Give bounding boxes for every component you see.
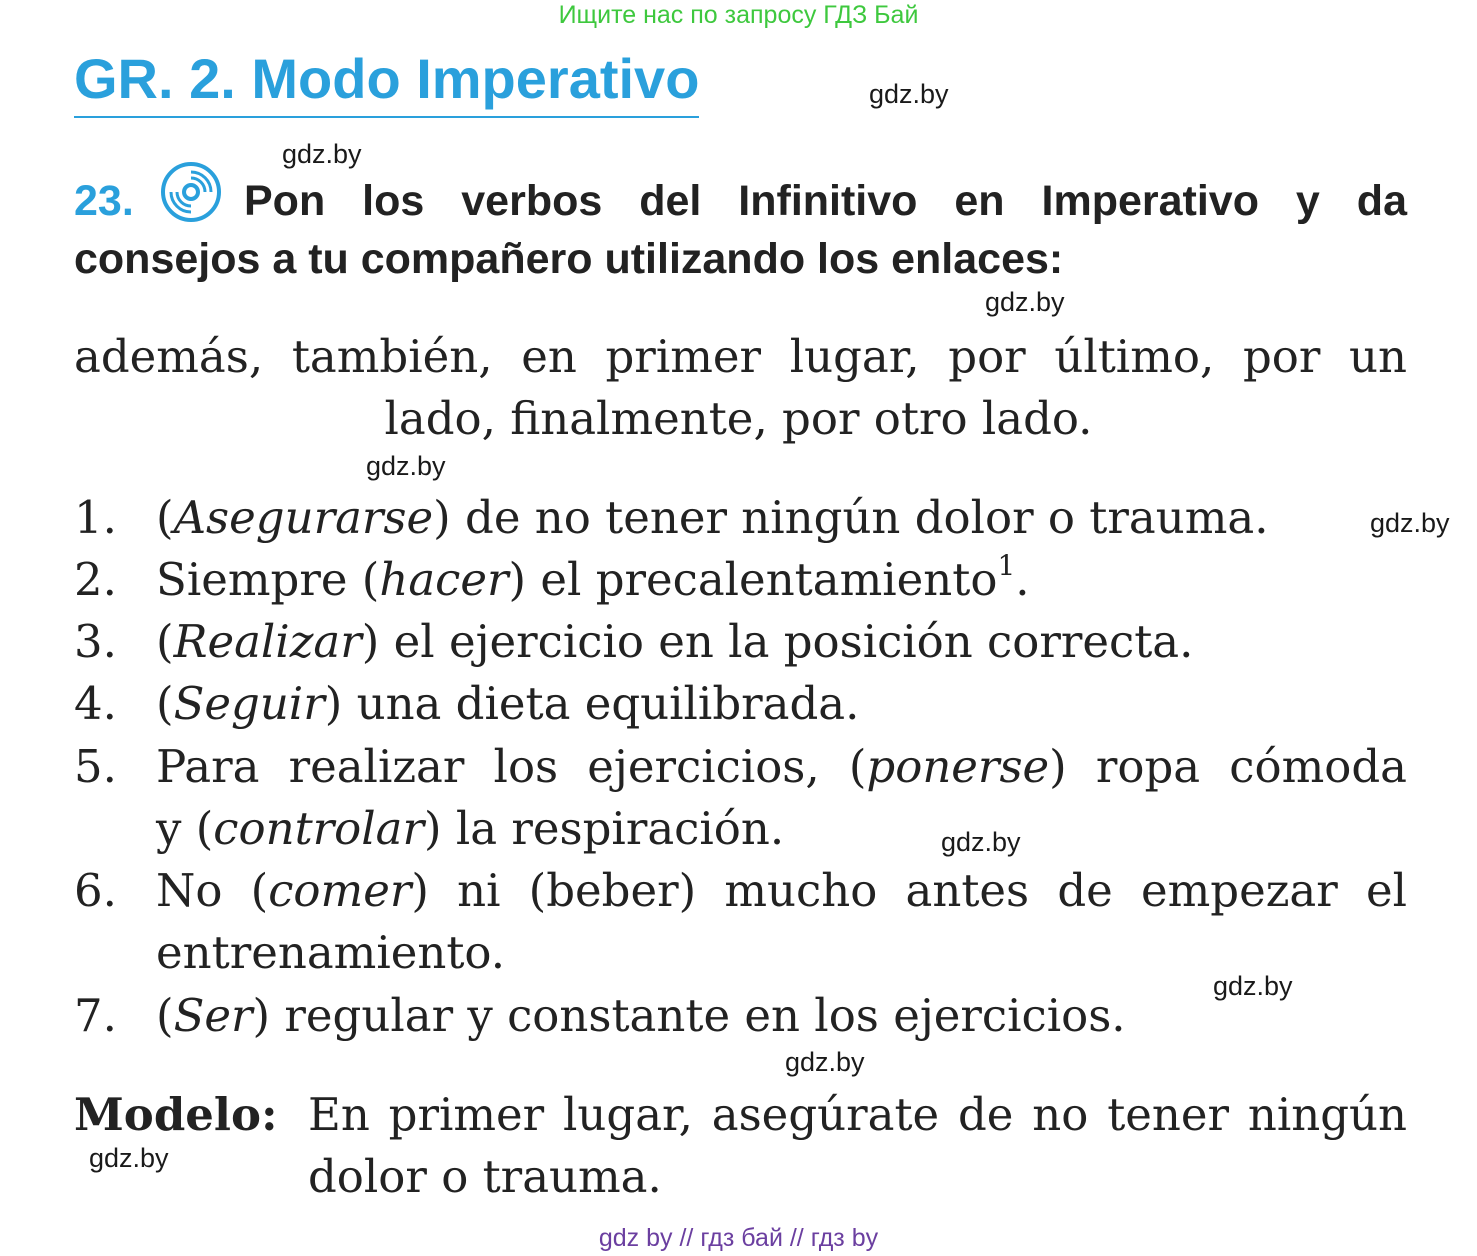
verb: Seguir <box>173 677 325 730</box>
list-item: (Seguir) una dieta equilibrada. <box>156 677 860 730</box>
watermark: gdz.by <box>366 451 446 481</box>
exercise-number: 23. <box>74 177 134 225</box>
watermark: gdz.by <box>89 1143 169 1173</box>
search-banner: Ищите нас по запросу ГДЗ Бай <box>558 1 919 29</box>
list-item: (Ser) regular y constante en los ejercicios. <box>156 989 1126 1042</box>
item-text: ) ropa cómoda <box>1049 740 1407 793</box>
item-text: ) el precalentamiento <box>508 553 998 606</box>
model-text: En primer lugar, asegúrate de no tener ningún <box>308 1088 1407 1141</box>
item-text: Siempre ( <box>156 553 380 606</box>
verb: hacer <box>379 553 509 606</box>
list-item <box>156 861 1407 921</box>
list-item <box>156 550 1030 610</box>
verb: Ser <box>173 989 253 1042</box>
verb: Realizar <box>173 615 362 668</box>
item-text: No ( <box>156 864 269 917</box>
item-text: Para realizar los ejercicios, ( <box>156 740 867 793</box>
item-number: 5. <box>74 740 117 793</box>
item-text: ) ni (beber) mucho antes de empezar el <box>411 864 1407 917</box>
list-item-continuation: entrenamiento. <box>156 926 506 979</box>
item-text: regular y constante en los ejercicios. <box>270 989 1126 1042</box>
watermark: gdz.by <box>282 139 362 169</box>
watermark: gdz.by <box>785 1047 865 1077</box>
item-text: ) la respiración. <box>424 802 785 855</box>
footnote-marker: 1 <box>997 549 1016 582</box>
item-text: el ejercicio en la posición correcta. <box>379 615 1194 668</box>
linking-words: lado, finalmente, por otro lado. <box>384 392 1093 445</box>
item-number: 2. <box>74 553 117 606</box>
watermark: gdz.by <box>985 287 1065 317</box>
verb: comer <box>268 864 412 917</box>
list-item: (Realizar) el ejercicio en la posición correcta. <box>156 615 1194 668</box>
model-text: dolor o trauma. <box>308 1150 662 1203</box>
watermark: gdz.by <box>1370 508 1450 538</box>
item-number: 1. <box>74 491 117 544</box>
watermark: gdz.by <box>869 79 949 109</box>
verb: controlar <box>213 802 424 855</box>
item-text: . <box>1015 553 1030 606</box>
instruction-line: consejos a tu compañero utilizando los enlaces: <box>74 235 1064 283</box>
item-text: una dieta equilibrada. <box>342 677 860 730</box>
instruction-line: Pon los verbos del Infinitivo en Imperativo y da <box>244 177 1407 225</box>
item-number: 4. <box>74 677 117 730</box>
item-number: 7. <box>74 989 117 1042</box>
list-item <box>156 737 1407 797</box>
model-label: Modelo: <box>74 1088 278 1141</box>
item-text: y ( <box>156 802 214 855</box>
watermark: gdz.by <box>1213 971 1293 1001</box>
footer-links: gdz by // гдз бай // гдз by <box>598 1224 879 1252</box>
item-number: 3. <box>74 615 117 668</box>
linking-words: además, también, en primer lugar, por último, por un <box>74 330 1407 383</box>
item-text: de no tener ningún dolor o trauma. <box>450 491 1269 544</box>
list-item: (Asegurarse) de no tener ningún dolor o trauma. <box>156 491 1269 544</box>
item-number: 6. <box>74 864 117 917</box>
watermark: gdz.by <box>941 827 1021 857</box>
list-item-continuation <box>156 799 784 859</box>
section-title: GR. 2. Modo Imperativo <box>74 44 699 118</box>
verb: ponerse <box>866 740 1050 793</box>
verb: Asegurarse <box>173 491 434 544</box>
cd-disc-icon[interactable] <box>158 160 224 224</box>
